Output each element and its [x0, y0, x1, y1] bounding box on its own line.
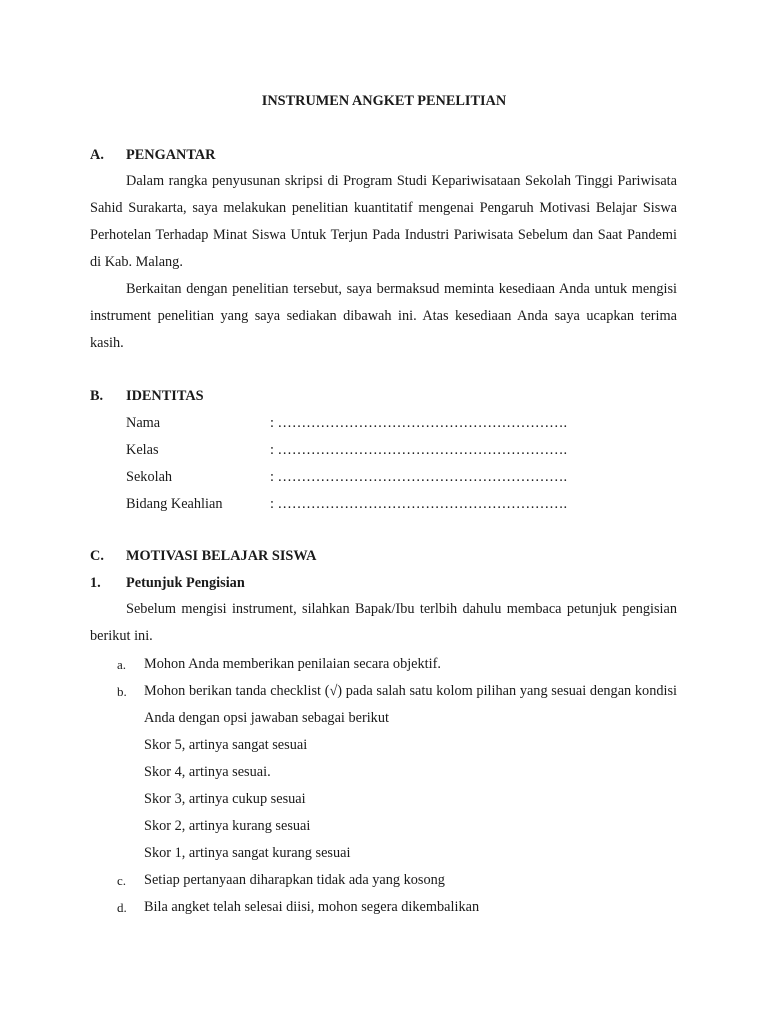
section-a-title: PENGANTAR — [126, 147, 216, 163]
list-item-marker: d. — [117, 900, 127, 915]
identity-field-kelas — [126, 442, 686, 462]
identity-fill-line: : ……………………………………………………. — [270, 496, 568, 512]
identity-field-nama — [126, 415, 686, 435]
list-item-text: Mohon berikan tanda checklist (√) pada salah satu kolom pilihan yang sesuai dengan kondisi Anda dengan opsi jawaban sebagai berikut — [144, 683, 677, 726]
section-c-title: MOTIVASI BELAJAR SISWA — [126, 548, 317, 564]
subsection-heading — [90, 575, 245, 592]
identity-label: Bidang Keahlian — [126, 496, 223, 512]
section-a-paragraph-1: Dalam rangka penyusunan skripsi di Program Studi Kepariwisataan Sekolah Tinggi Pariwisata Sahid Surakarta, saya melakukan penelitian kuantitatif mengenai Pengaruh Motivasi Belajar Siswa Perhotelan Terhadap Minat Siswa Untuk Terjun Pada Industri Pariwisata Sebelum dan Saat Pandemi di Kab. Malang. — [90, 173, 677, 270]
section-a-paragraph-2: Berkaitan dengan penelitian tersebut, saya bermaksud meminta kesediaan Anda untuk mengisi instrument penelitian yang saya sediakan dibawah ini. Atas kesediaan Anda saya ucapkan terima kasih. — [90, 281, 677, 351]
list-item-text: Mohon Anda memberikan penilaian secara objektif. — [144, 656, 441, 672]
identity-label: Sekolah — [126, 469, 173, 485]
list-item-text: Bila angket telah selesai diisi, mohon segera dikembalikan — [144, 899, 480, 915]
identity-field-sekolah — [126, 469, 686, 489]
list-item-text: Setiap pertanyaan diharapkan tidak ada yang kosong — [144, 872, 445, 888]
list-item-marker: a. — [117, 657, 127, 672]
identity-fill-line: : ……………………………………………………. — [270, 469, 568, 485]
section-c-letter: C. — [90, 548, 104, 564]
identity-fill-line: : ……………………………………………………. — [270, 442, 568, 458]
subsection-title: Petunjuk Pengisian — [126, 575, 245, 591]
subsection-number: 1. — [90, 575, 101, 591]
section-b-heading — [90, 388, 204, 405]
identity-label: Kelas — [126, 442, 159, 458]
score-option: Skor 2, artinya kurang sesuai — [144, 818, 311, 834]
document-title: INSTRUMEN ANGKET PENELITIAN — [261, 93, 507, 109]
score-option: Skor 1, artinya sangat kurang sesuai — [144, 845, 351, 861]
list-item-marker: b. — [117, 684, 127, 699]
instructions-intro: Sebelum mengisi instrument, silahkan Bapak/Ibu terlbih dahulu membaca petunjuk pengisian berikut ini. — [90, 601, 677, 644]
score-option: Skor 5, artinya sangat sesuai — [144, 737, 308, 753]
section-b-letter: B. — [90, 388, 104, 404]
section-a-heading — [90, 147, 216, 164]
section-c-heading — [90, 548, 316, 565]
score-option: Skor 4, artinya sesuai. — [144, 764, 271, 780]
identity-field-bidang-keahlian — [126, 496, 686, 516]
list-item-marker: c. — [117, 873, 127, 888]
identity-fill-line: : ……………………………………………………. — [270, 415, 568, 431]
section-a-letter: A. — [90, 147, 104, 163]
section-b-title: IDENTITAS — [126, 388, 204, 404]
score-option: Skor 3, artinya cukup sesuai — [144, 791, 306, 807]
identity-label: Nama — [126, 415, 161, 431]
